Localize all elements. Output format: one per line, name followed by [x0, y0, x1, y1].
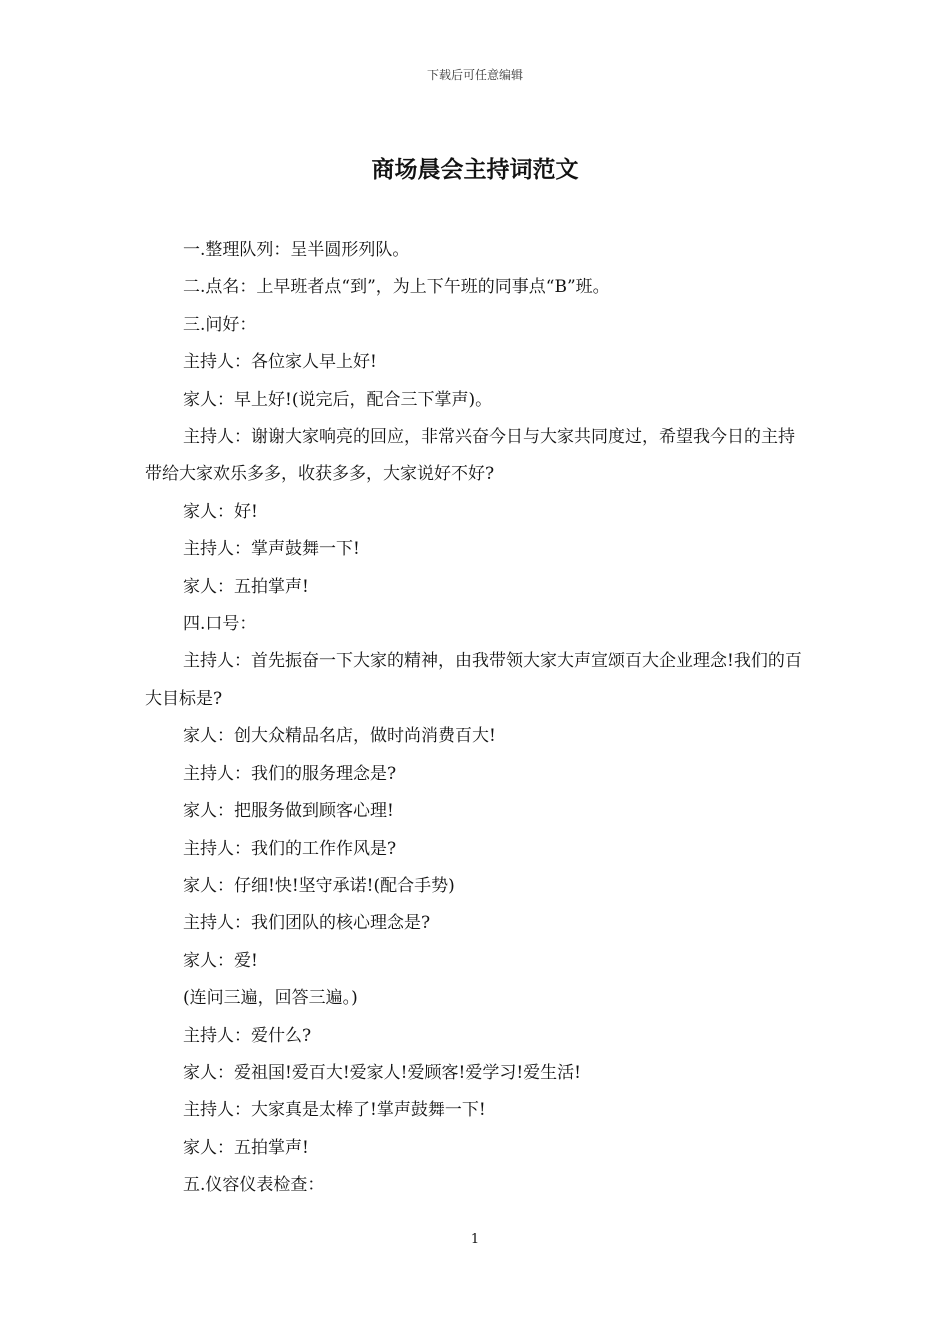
- page-number: 1: [470, 1232, 480, 1247]
- document-title: 商场晨会主持词范文: [371, 156, 579, 183]
- paragraph: 主持人：谢谢大家响亮的回应，非常兴奋今日与大家共同度过，希望我今日的主持带给大家欢乐多多，收获多多，大家说好不好?: [145, 427, 795, 485]
- paragraph: 家人：好!: [183, 501, 258, 522]
- paragraph: 三.问好：: [183, 314, 257, 335]
- document-body: [145, 232, 810, 1205]
- paragraph: 家人：仔细!快!坚守承诺!(配合手势): [183, 875, 455, 896]
- paragraph: 家人：创大众精品名店，做时尚消费百大!: [183, 726, 496, 747]
- paragraph: 家人：爱祖国!爱百大!爱家人!爱顾客!爱学习!爱生活!: [183, 1062, 581, 1083]
- paragraph: 五.仪容仪表检查：: [183, 1175, 325, 1196]
- paragraph: 一.整理队列：呈半圆形列队。: [183, 240, 410, 260]
- paragraph: 主持人：我们的工作作风是?: [183, 838, 397, 859]
- paragraph: 家人：把服务做到顾客心理!: [183, 801, 394, 822]
- paragraph: 主持人：我们的服务理念是?: [183, 763, 397, 784]
- paragraph: 主持人：掌声鼓舞一下!: [183, 539, 360, 560]
- paragraph: 主持人：爱什么?: [183, 1025, 312, 1046]
- header-note: 下载后可任意编辑: [426, 68, 523, 82]
- paragraph: 家人：五拍掌声!: [183, 1137, 309, 1158]
- paragraph: (连问三遍，回答三遍。): [183, 988, 358, 1009]
- paragraph: 家人：爱!: [183, 950, 258, 971]
- paragraph: 家人：早上好!(说完后，配合三下掌声)。: [183, 389, 493, 410]
- paragraph: 家人：五拍掌声!: [183, 576, 309, 597]
- paragraph: 四.口号：: [183, 614, 257, 635]
- paragraph: 主持人：大家真是太棒了!掌声鼓舞一下!: [183, 1100, 486, 1121]
- paragraph: 二.点名：上早班者点“到”，为上下午班的同事点“B”班。: [183, 277, 610, 298]
- paragraph: 主持人：各位家人早上好!: [183, 352, 377, 373]
- paragraph: 主持人：我们团队的核心理念是?: [183, 913, 431, 934]
- paragraph: 主持人：首先振奋一下大家的精神，由我带领大家大声宣颂百大企业理念!我们的百大目标是?: [145, 651, 802, 709]
